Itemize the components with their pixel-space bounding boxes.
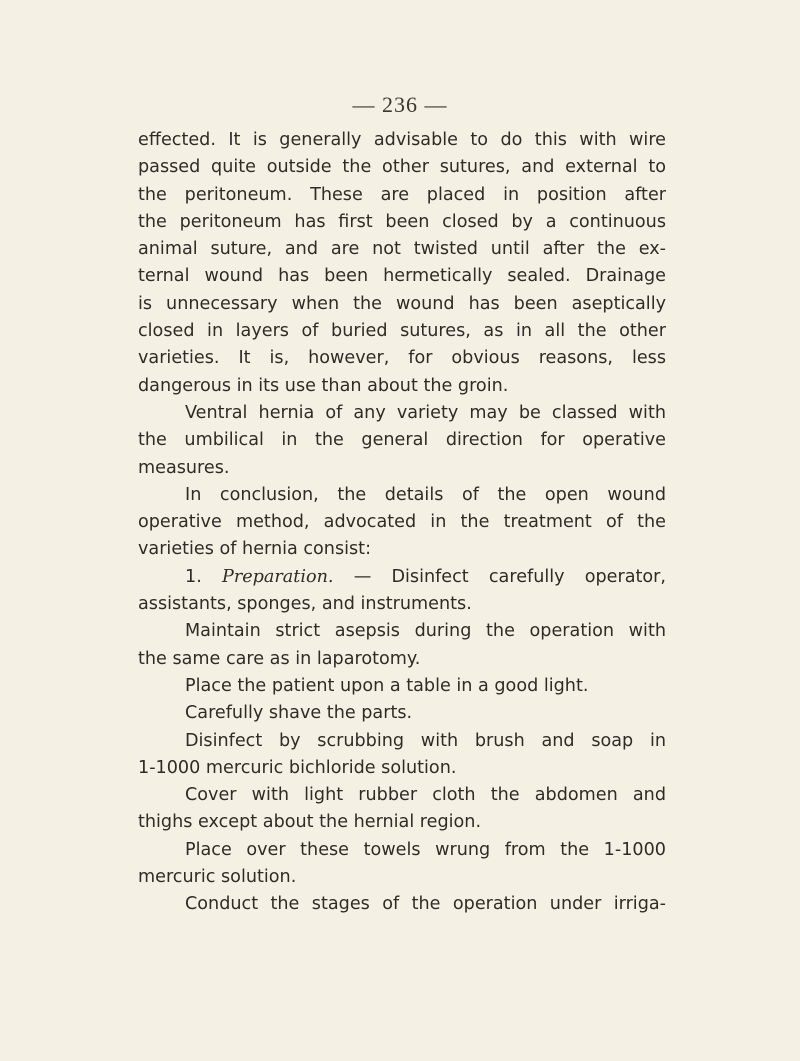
text-line: assistants, sponges, and instruments.	[138, 594, 472, 615]
text-line: animal suture, and are not twisted until after the ex-	[138, 239, 666, 260]
text-line: the same care as in laparotomy.	[138, 648, 421, 669]
text-line: Conduct the stages of the operation under irriga-	[185, 894, 666, 915]
text-line: is unnecessary when the wound has been aseptically	[138, 293, 666, 314]
text-line: mercuric solution.	[138, 867, 297, 888]
text-line: Disinfect by scrubbing with brush and soap in	[185, 730, 666, 751]
text-line: the peritoneum. These are placed in position after	[138, 184, 666, 205]
text-line: the umbilical in the general direction for operative	[138, 430, 666, 451]
text-line: operative method, advocated in the treatment of the	[138, 512, 666, 533]
text-line: dangerous in its use than about the groin.	[138, 375, 509, 396]
text-line	[138, 564, 666, 591]
text-line: Place the patient upon a table in a good light.	[185, 675, 589, 696]
text-line: Ventral hernia of any variety may be classed with	[185, 402, 666, 423]
text-line: passed quite outside the other sutures, and external to	[138, 157, 666, 178]
page-number: — 236 —	[352, 92, 448, 117]
text-line: thighs except about the hernial region.	[138, 812, 482, 833]
text-line: effected. It is generally advisable to do this with wire	[138, 130, 666, 150]
text-line: Carefully shave the parts.	[185, 703, 413, 724]
text-line: ternal wound has been hermetically sealed. Drainage	[138, 266, 666, 287]
text-line: Place over these towels wrung from the 1-1000	[185, 839, 666, 860]
text-line: Cover with light rubber cloth the abdomen and	[185, 785, 666, 806]
text-line: Maintain strict asepsis during the operation with	[185, 621, 666, 642]
item-title: Preparation.	[221, 566, 334, 587]
text-line: 1-1000 mercuric bichloride solution.	[138, 757, 457, 778]
text-line: varieties of hernia consist:	[138, 539, 372, 560]
list-number: 1.	[185, 566, 222, 587]
text-line: the peritoneum has first been closed by a continuous	[138, 211, 666, 232]
text-line: varieties. It is, however, for obvious reasons, less	[138, 348, 666, 369]
text-line: In conclusion, the details of the open wound	[185, 484, 666, 505]
body-text	[138, 127, 666, 919]
text-line: measures.	[138, 457, 230, 478]
text-line: closed in layers of buried sutures, as in all the other	[138, 321, 666, 342]
item-text: — Disinfect carefully operator,	[333, 566, 666, 587]
